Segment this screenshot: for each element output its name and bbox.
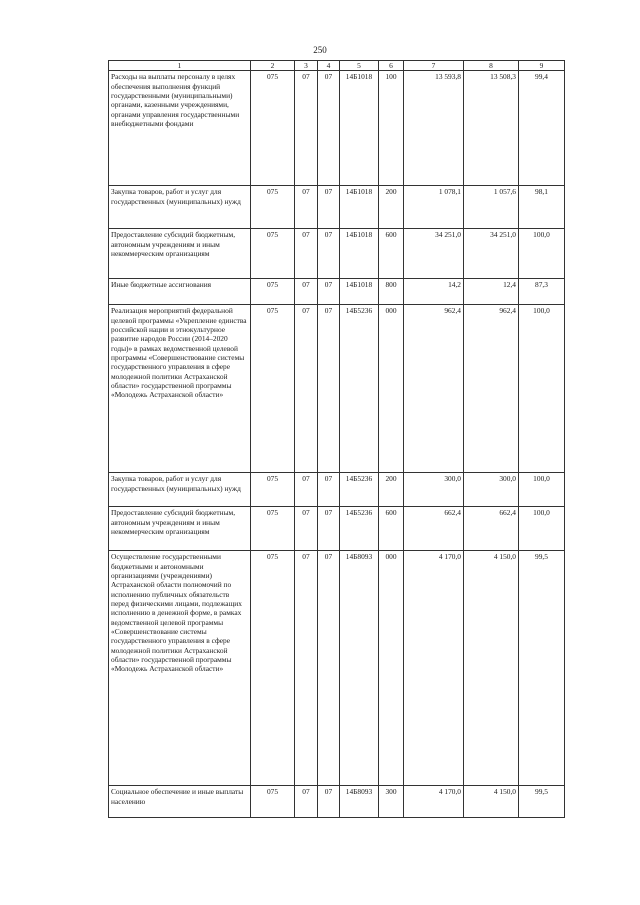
table-row [109, 786, 565, 818]
subsection-code: 07 [318, 279, 340, 305]
executed-amount: 662,4 [464, 507, 519, 551]
expense-name: Предоставление субсидий бюджетным, автономным учреждениям и иным некоммерческим организациям [109, 507, 251, 551]
column-header: 2 [251, 61, 295, 71]
expense-type-code: 800 [379, 279, 404, 305]
column-header: 1 [109, 61, 251, 71]
executed-amount: 962,4 [464, 305, 519, 473]
executed-amount: 34 251,0 [464, 229, 519, 279]
executed-amount: 12,4 [464, 279, 519, 305]
column-header: 4 [318, 61, 340, 71]
admin-code: 075 [251, 507, 295, 551]
target-article-code: 14Б1018 [340, 229, 379, 279]
subsection-code: 07 [318, 305, 340, 473]
expense-name: Закупка товаров, работ и услуг для государственных (муниципальных) нужд [109, 186, 251, 229]
table-header-row [109, 61, 565, 71]
executed-amount: 13 508,3 [464, 71, 519, 186]
subsection-code: 07 [318, 229, 340, 279]
section-code: 07 [295, 507, 318, 551]
budget-table [108, 60, 565, 818]
expense-type-code: 600 [379, 507, 404, 551]
admin-code: 075 [251, 551, 295, 786]
execution-percent: 100,0 [519, 473, 565, 507]
planned-amount: 34 251,0 [404, 229, 464, 279]
expense-name: Реализация мероприятий федеральной целевой программы «Укрепление единства российской нации и этнокультурное развитие народов России (2014–2020 годы)» в рамках ведомственной целевой программы «Совершенствование системы государственного управления в сфере молодежной политики Астраханской области» государственной программы «Молодежь Астраханской области» [109, 305, 251, 473]
section-code: 07 [295, 279, 318, 305]
target-article-code: 14Б5236 [340, 507, 379, 551]
table-row [109, 71, 565, 186]
executed-amount: 4 150,0 [464, 786, 519, 818]
expense-type-code: 000 [379, 551, 404, 786]
table-row [109, 305, 565, 473]
table-row [109, 473, 565, 507]
expense-type-code: 000 [379, 305, 404, 473]
target-article-code: 14Б5236 [340, 305, 379, 473]
column-header: 6 [379, 61, 404, 71]
planned-amount: 300,0 [404, 473, 464, 507]
subsection-code: 07 [318, 71, 340, 186]
target-article-code: 14Б1018 [340, 279, 379, 305]
expense-name: Социальное обеспечение и иные выплаты населению [109, 786, 251, 818]
admin-code: 075 [251, 71, 295, 186]
column-header: 7 [404, 61, 464, 71]
expense-name: Закупка товаров, работ и услуг для государственных (муниципальных) нужд [109, 473, 251, 507]
execution-percent: 100,0 [519, 507, 565, 551]
table-row [109, 186, 565, 229]
expense-name: Иные бюджетные ассигнования [109, 279, 251, 305]
execution-percent: 99,5 [519, 551, 565, 786]
target-article-code: 14Б8093 [340, 786, 379, 818]
section-code: 07 [295, 229, 318, 279]
subsection-code: 07 [318, 551, 340, 786]
column-header: 3 [295, 61, 318, 71]
subsection-code: 07 [318, 507, 340, 551]
executed-amount: 300,0 [464, 473, 519, 507]
expense-name: Предоставление субсидий бюджетным, автономным учреждениям и иным некоммерческим организациям [109, 229, 251, 279]
admin-code: 075 [251, 186, 295, 229]
subsection-code: 07 [318, 186, 340, 229]
execution-percent: 100,0 [519, 229, 565, 279]
expense-type-code: 300 [379, 786, 404, 818]
expense-type-code: 200 [379, 186, 404, 229]
execution-percent: 98,1 [519, 186, 565, 229]
table-row [109, 229, 565, 279]
execution-percent: 87,3 [519, 279, 565, 305]
section-code: 07 [295, 71, 318, 186]
target-article-code: 14Б8093 [340, 551, 379, 786]
table-row [109, 279, 565, 305]
expense-type-code: 100 [379, 71, 404, 186]
planned-amount: 4 170,0 [404, 551, 464, 786]
execution-percent: 99,4 [519, 71, 565, 186]
admin-code: 075 [251, 473, 295, 507]
admin-code: 075 [251, 229, 295, 279]
column-header: 9 [519, 61, 565, 71]
target-article-code: 14Б1018 [340, 186, 379, 229]
expense-name: Осуществление государственными бюджетными и автономными организациями (учреждениями) Астраханской области полномочий по исполнению публичных обязательств перед физическими лицами, подлежащих исполнению в денежной форме, в рамках ведомственной целевой программы «Совершенствование системы государственного управления в сфере молодежной политики Астраханской области» государственной программы «Молодежь Астраханской области» [109, 551, 251, 786]
planned-amount: 1 078,1 [404, 186, 464, 229]
section-code: 07 [295, 473, 318, 507]
execution-percent: 100,0 [519, 305, 565, 473]
section-code: 07 [295, 551, 318, 786]
planned-amount: 962,4 [404, 305, 464, 473]
execution-percent: 99,5 [519, 786, 565, 818]
planned-amount: 14,2 [404, 279, 464, 305]
expense-name: Расходы на выплаты персоналу в целях обеспечения выполнения функций государственными (муниципальными) органами, казенными учреждениями, органами управления государственными внебюджетными фондами [109, 71, 251, 186]
subsection-code: 07 [318, 786, 340, 818]
subsection-code: 07 [318, 473, 340, 507]
target-article-code: 14Б5236 [340, 473, 379, 507]
page-number: 250 [313, 45, 327, 55]
target-article-code: 14Б1018 [340, 71, 379, 186]
table-row [109, 551, 565, 786]
admin-code: 075 [251, 279, 295, 305]
planned-amount: 662,4 [404, 507, 464, 551]
section-code: 07 [295, 305, 318, 473]
admin-code: 075 [251, 786, 295, 818]
expense-type-code: 600 [379, 229, 404, 279]
planned-amount: 13 593,8 [404, 71, 464, 186]
planned-amount: 4 170,0 [404, 786, 464, 818]
column-header: 5 [340, 61, 379, 71]
section-code: 07 [295, 186, 318, 229]
executed-amount: 4 150,0 [464, 551, 519, 786]
section-code: 07 [295, 786, 318, 818]
expense-type-code: 200 [379, 473, 404, 507]
executed-amount: 1 057,6 [464, 186, 519, 229]
table-row [109, 507, 565, 551]
admin-code: 075 [251, 305, 295, 473]
column-header: 8 [464, 61, 519, 71]
